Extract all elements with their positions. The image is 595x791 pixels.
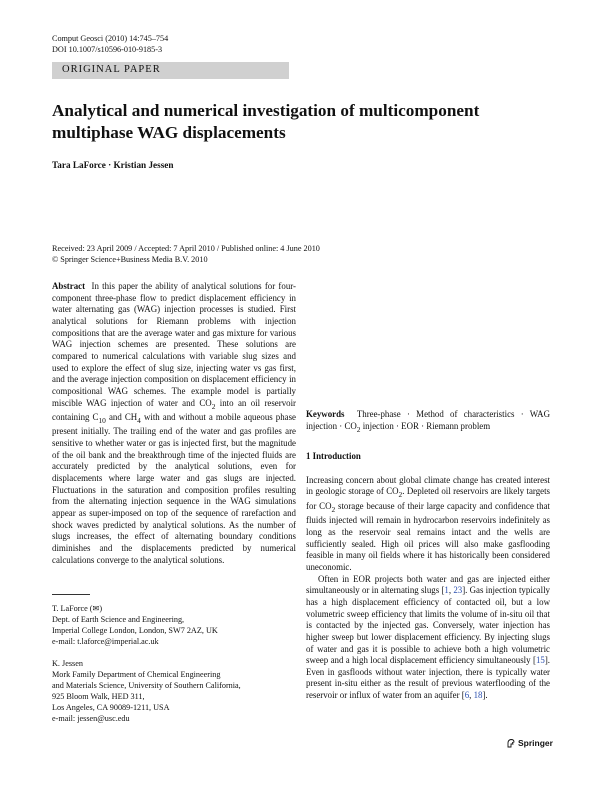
abstract-label: Abstract (52, 281, 86, 291)
mail-icon: ✉ (92, 604, 100, 613)
citation-link[interactable]: 15 (535, 655, 545, 666)
springer-logo (506, 738, 553, 748)
affiliation-jessen: K. Jessen Mork Family Department of Chemical Engineering and Materials Science, University of Southern California, 925 Bloom Walk, HED 311, Los Angeles, CA 90089-1211, USA e-mail: jessen@usc.edu (52, 659, 296, 724)
keywords-label: Keywords (306, 409, 345, 419)
paper-title: Analytical and numerical investigation of multicomponent multiphase WAG displacements (52, 101, 480, 142)
email[interactable]: e-mail: jessen@usc.edu (52, 713, 130, 723)
section-banner-label: ORIGINAL PAPER (62, 64, 161, 75)
author-name: K. Jessen (52, 659, 83, 668)
intro-paragraph-1: Increasing concern about global climate change has created interest in geologic storage of $CO_2$. Depleted oil reservoirs are likely targets for $CO_2$ storage because of their large capacity and confidence that fluids injected will remain in hydrocarbon reservoirs indefinitely as long as the reservoir seal remains intact and the wells are sufficiently sealed. High oil prices will also make gasflooding feasible in many oil fields where it has historically been considered uneconomic. (306, 474, 550, 572)
footnote-divider (52, 594, 90, 595)
springer-logo-text: Springer (518, 738, 553, 748)
author-name: T. LaForce (✉) (52, 604, 103, 613)
email[interactable]: e-mail: t.laforce@imperial.ac.uk (52, 636, 159, 646)
copyright-line: © Springer Science+Business Media B.V. 2010 (52, 255, 208, 264)
authors: Tara LaForce · Kristian Jessen (52, 160, 174, 170)
abstract: Abstract In this paper the ability of analytical solutions for four-component three-phase flow to predict displacement efficiency in water alternating gas (WAG) injection processes is studied. First analytical solutions for Riemann problems with injection compositions that are the average water and gas mixture for various WAG injection schemes are presented. These solutions are compared to numerical calculations with variable slug sizes and used to explore the effect of slug size, injecting water vs gas first, and the average injection composition on displacement efficiency in compositional WAG schemes. The example model is partially miscible WAG injection of water and $CO_2$ into an oil reservoir containing $C_{10}$ and $CH_4$ with and without a mobile aqueous phase present initially. The trailing end of the water and gas profiles are sensitive to whether water or gas is injected first, but the magnitude of the oil bank and the breakthrough time of the injected fluids are accurately predicted by the analytical solutions, even for displacements where large water and gas slugs are injected. Fluctuations in the saturation and composition profiles resulting from the alternating injection sequence in the WAG simulations appear as super-imposed on top of the sequence of rarefaction and shock waves predicted by analytical solutions. As the number of slugs increases, the effect of alternating boundary conditions diminishes and the displacements predicted by numerical calculations converge to the analytical solutions. (52, 281, 296, 565)
left-column (52, 281, 296, 566)
citation-link[interactable]: 23 (453, 585, 463, 596)
dates-line: Received: 23 April 2009 / Accepted: 7 April 2010 / Published online: 4 June 2010 (52, 244, 320, 253)
affiliation-laforce: T. LaForce (✉) Dept. of Earth Science and Engineering, Imperial College London, London, SW7 2AZ, UK e-mail: t.laforce@imperial.ac.uk (52, 604, 296, 648)
journal-header (52, 33, 168, 55)
section-banner (52, 62, 289, 79)
springer-horse-icon (506, 738, 516, 748)
doi: DOI 10.1007/s10596-010-9185-3 (52, 45, 163, 54)
citation-link[interactable]: 18 (473, 690, 483, 701)
keywords: Keywords Three-phase · Method of characteristics · WAG injection · $CO_2$ injection · EOR · Riemann problem (306, 409, 550, 434)
publication-info (52, 243, 320, 265)
journal-citation: Comput Geosci (2010) 14:745–754 (52, 34, 169, 43)
citation-link[interactable]: 6 (464, 690, 470, 701)
introduction-heading: 1 Introduction (306, 451, 361, 462)
citation-link[interactable]: 1 (444, 585, 449, 596)
right-column (306, 281, 550, 702)
intro-paragraph-2: Often in EOR projects both water and gas are injected either simultaneously or in alternating slugs [1, 23]. Gas injection typically has a high displacement efficiency of contacted oil, but a low volumetric sweep efficiency that limits the volume of in-situ oil that is contacted by the injected gas. Conversely, water injection has higher sweep but lower displacement efficiency. By injecting slugs of water and gas it is possible to achieve both a high volumetric sweep and a high local displacement efficiency simultaneously [15]. Even in gasfloods without water injection, there is typically water present in-situ either as the result of previous waterflooding of the reservoir or influx of water from an aquifer [6, 18]. (306, 573, 550, 701)
